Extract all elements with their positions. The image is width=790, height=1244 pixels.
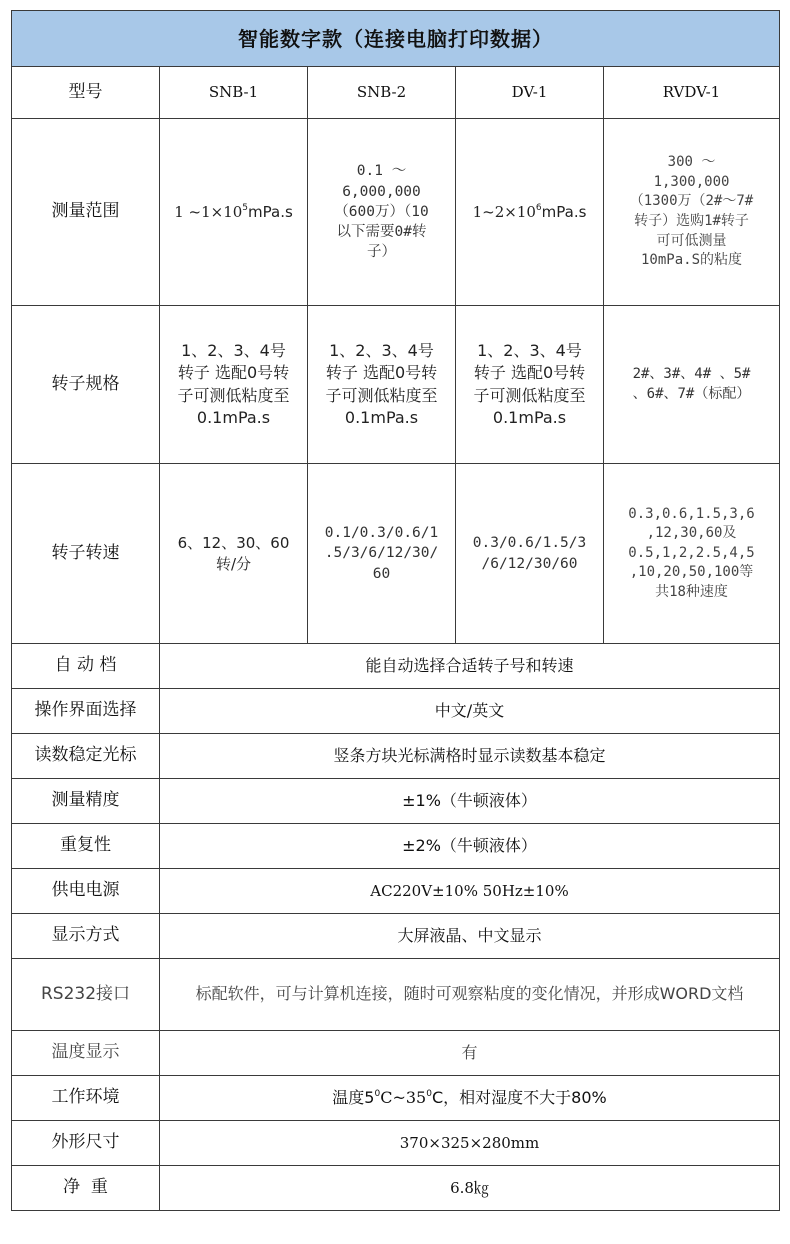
speed-snb2-line: .5/3/6/12/30/ [324,545,439,562]
dimensions-row [12,1121,780,1166]
range-snb2-line: 子） [367,244,396,261]
spindle-snb1 [160,306,308,464]
auto-row [12,644,780,689]
row-value: 中文/英文 [160,689,780,734]
temperature-row [12,1031,780,1076]
speed-rvdv1-line: 0.3,0.6,1.5,3,6 [628,505,755,522]
env-degree: 0 [374,1088,381,1099]
env-text: 温度5 [332,1087,375,1107]
range-dv1-base: 1~2×10 [472,202,536,221]
row-label: 温度显示 [12,1031,160,1076]
speed-snb1-line: 6、12、30、60 [177,533,290,552]
range-rvdv1 [604,119,780,306]
spindle-line: 子可测低粘度至 [177,385,290,405]
spindle-line: 0.1mPa.s [344,407,419,427]
range-row [12,119,780,306]
row-value: 标配软件，可与计算机连接，随时可观察粘度的变化情况，并形成WORD文档 [160,959,780,1031]
speed-rvdv1-line: 共18种速度 [655,583,728,600]
spindle-line: 0.1mPa.s [492,407,567,427]
range-snb2-line: 0.1 ～ [356,163,407,180]
row-value: 有 [160,1031,780,1076]
cursor-row [12,734,780,779]
speed-snb2-line: 0.1/0.3/0.6/1 [324,525,439,542]
range-snb2-line: 以下需要0#转 [336,224,427,241]
speed-row [12,464,780,644]
spindle-line: 转子 选配0号转 [177,363,290,383]
spindle-line: 1、2、3、4号 [181,340,286,360]
dimensions-value: 370×325×280mm [160,1121,780,1166]
range-snb2-line: 6,000,000 [342,183,421,200]
row-label: 自 动 档 [12,644,160,689]
model-row [12,67,780,119]
speed-snb1 [160,464,308,644]
spindle-rvdv1 [604,306,780,464]
row-label: RS232接口 [12,959,160,1031]
range-snb2-line: （600万）（10 [334,203,429,220]
range-rvdv1-line: 1,300,000 [653,173,730,190]
speed-dv1 [456,464,604,644]
spindle-dv1 [456,306,604,464]
weight-label: 净 重 [12,1166,160,1211]
spindle-line: 0.1mPa.s [196,407,271,427]
weight-row [12,1166,780,1211]
row-label: 显示方式 [12,914,160,959]
spindle-rvdv1-line: 、6#、7#（标配） [632,385,751,402]
speed-snb1-line: 转/分 [215,554,252,573]
row-label: 测量精度 [12,779,160,824]
row-label: 读数稳定光标 [12,734,160,779]
model-snb2: SNB-2 [308,67,456,119]
speed-dv1-line: /6/12/30/60 [481,555,578,572]
range-dv1-exp: 6 [535,202,542,213]
spindle-label: 转子规格 [12,306,160,464]
spindle-row [12,306,780,464]
environment-row [12,1076,780,1121]
spindle-line: 转子 选配0号转 [325,363,438,383]
display-row [12,914,780,959]
speed-rvdv1-line: 0.5,1,2,2.5,4,5 [628,544,755,561]
range-snb1-unit: mPa.s [248,202,293,221]
model-dv1: DV-1 [456,67,604,119]
spindle-line: 子可测低粘度至 [325,385,438,405]
speed-dv1-line: 0.3/0.6/1.5/3 [472,535,587,552]
spindle-rvdv1-line: 2#、3#、4# 、5# [632,365,751,382]
spindle-line: 1、2、3、4号 [329,340,434,360]
row-label: 供电电源 [12,869,160,914]
spindle-line: 转子 选配0号转 [473,363,586,383]
range-rvdv1-line: 可可低测量 [656,232,727,249]
accuracy-row [12,779,780,824]
range-snb1-exp: 5 [242,202,249,213]
env-degree: 0 [426,1088,432,1099]
speed-rvdv1-line: ,10,20,50,100等 [629,564,754,581]
model-rvdv1: RVDV-1 [604,67,780,119]
env-text: C，相对湿度不大于80% [431,1087,607,1107]
table-title: 智能数字款（连接电脑打印数据） [12,11,780,67]
power-row [12,869,780,914]
range-snb1-base: 1 ~1×10 [174,202,243,221]
range-dv1-unit: mPa.s [541,202,587,221]
spec-table [11,10,780,1211]
environment-label: 工作环境 [12,1076,160,1121]
dimensions-label: 外形尺寸 [12,1121,160,1166]
speed-rvdv1-line: ,12,30,60及 [646,525,737,542]
spindle-snb2 [308,306,456,464]
speed-snb2 [308,464,456,644]
row-value: ±2%（牛顿液体） [160,824,780,869]
range-rvdv1-line: 300 ～ [667,154,716,171]
env-text: C~35 [380,1087,427,1107]
row-value: ±1%（牛顿液体） [160,779,780,824]
rs232-row [12,959,780,1031]
row-label: 重复性 [12,824,160,869]
title-row [12,11,780,67]
speed-rvdv1 [604,464,780,644]
repeatability-row [12,824,780,869]
model-snb1: SNB-1 [160,67,308,119]
environment-value [160,1076,780,1121]
language-row [12,689,780,734]
speed-label: 转子转速 [12,464,160,644]
model-label: 型号 [12,67,160,119]
weight-value: 6.8㎏ [160,1166,780,1211]
row-value: 竖条方块光标满格时显示读数基本稳定 [160,734,780,779]
range-snb1 [160,119,308,306]
row-value: 能自动选择合适转子号和转速 [160,644,780,689]
row-value: 大屏液晶、中文显示 [160,914,780,959]
range-dv1 [456,119,604,306]
spindle-line: 1、2、3、4号 [477,340,582,360]
range-rvdv1-line: 10mPa.S的粘度 [641,252,743,269]
range-snb2 [308,119,456,306]
range-label: 测量范围 [12,119,160,306]
speed-snb2-line: 60 [372,565,391,582]
range-rvdv1-line: 转子）选购1#转子 [634,213,749,229]
spindle-line: 子可测低粘度至 [473,385,586,405]
row-value: AC220V±10% 50Hz±10% [160,869,780,914]
range-rvdv1-line: （1300万（2#～7# [629,193,754,210]
row-label: 操作界面选择 [12,689,160,734]
